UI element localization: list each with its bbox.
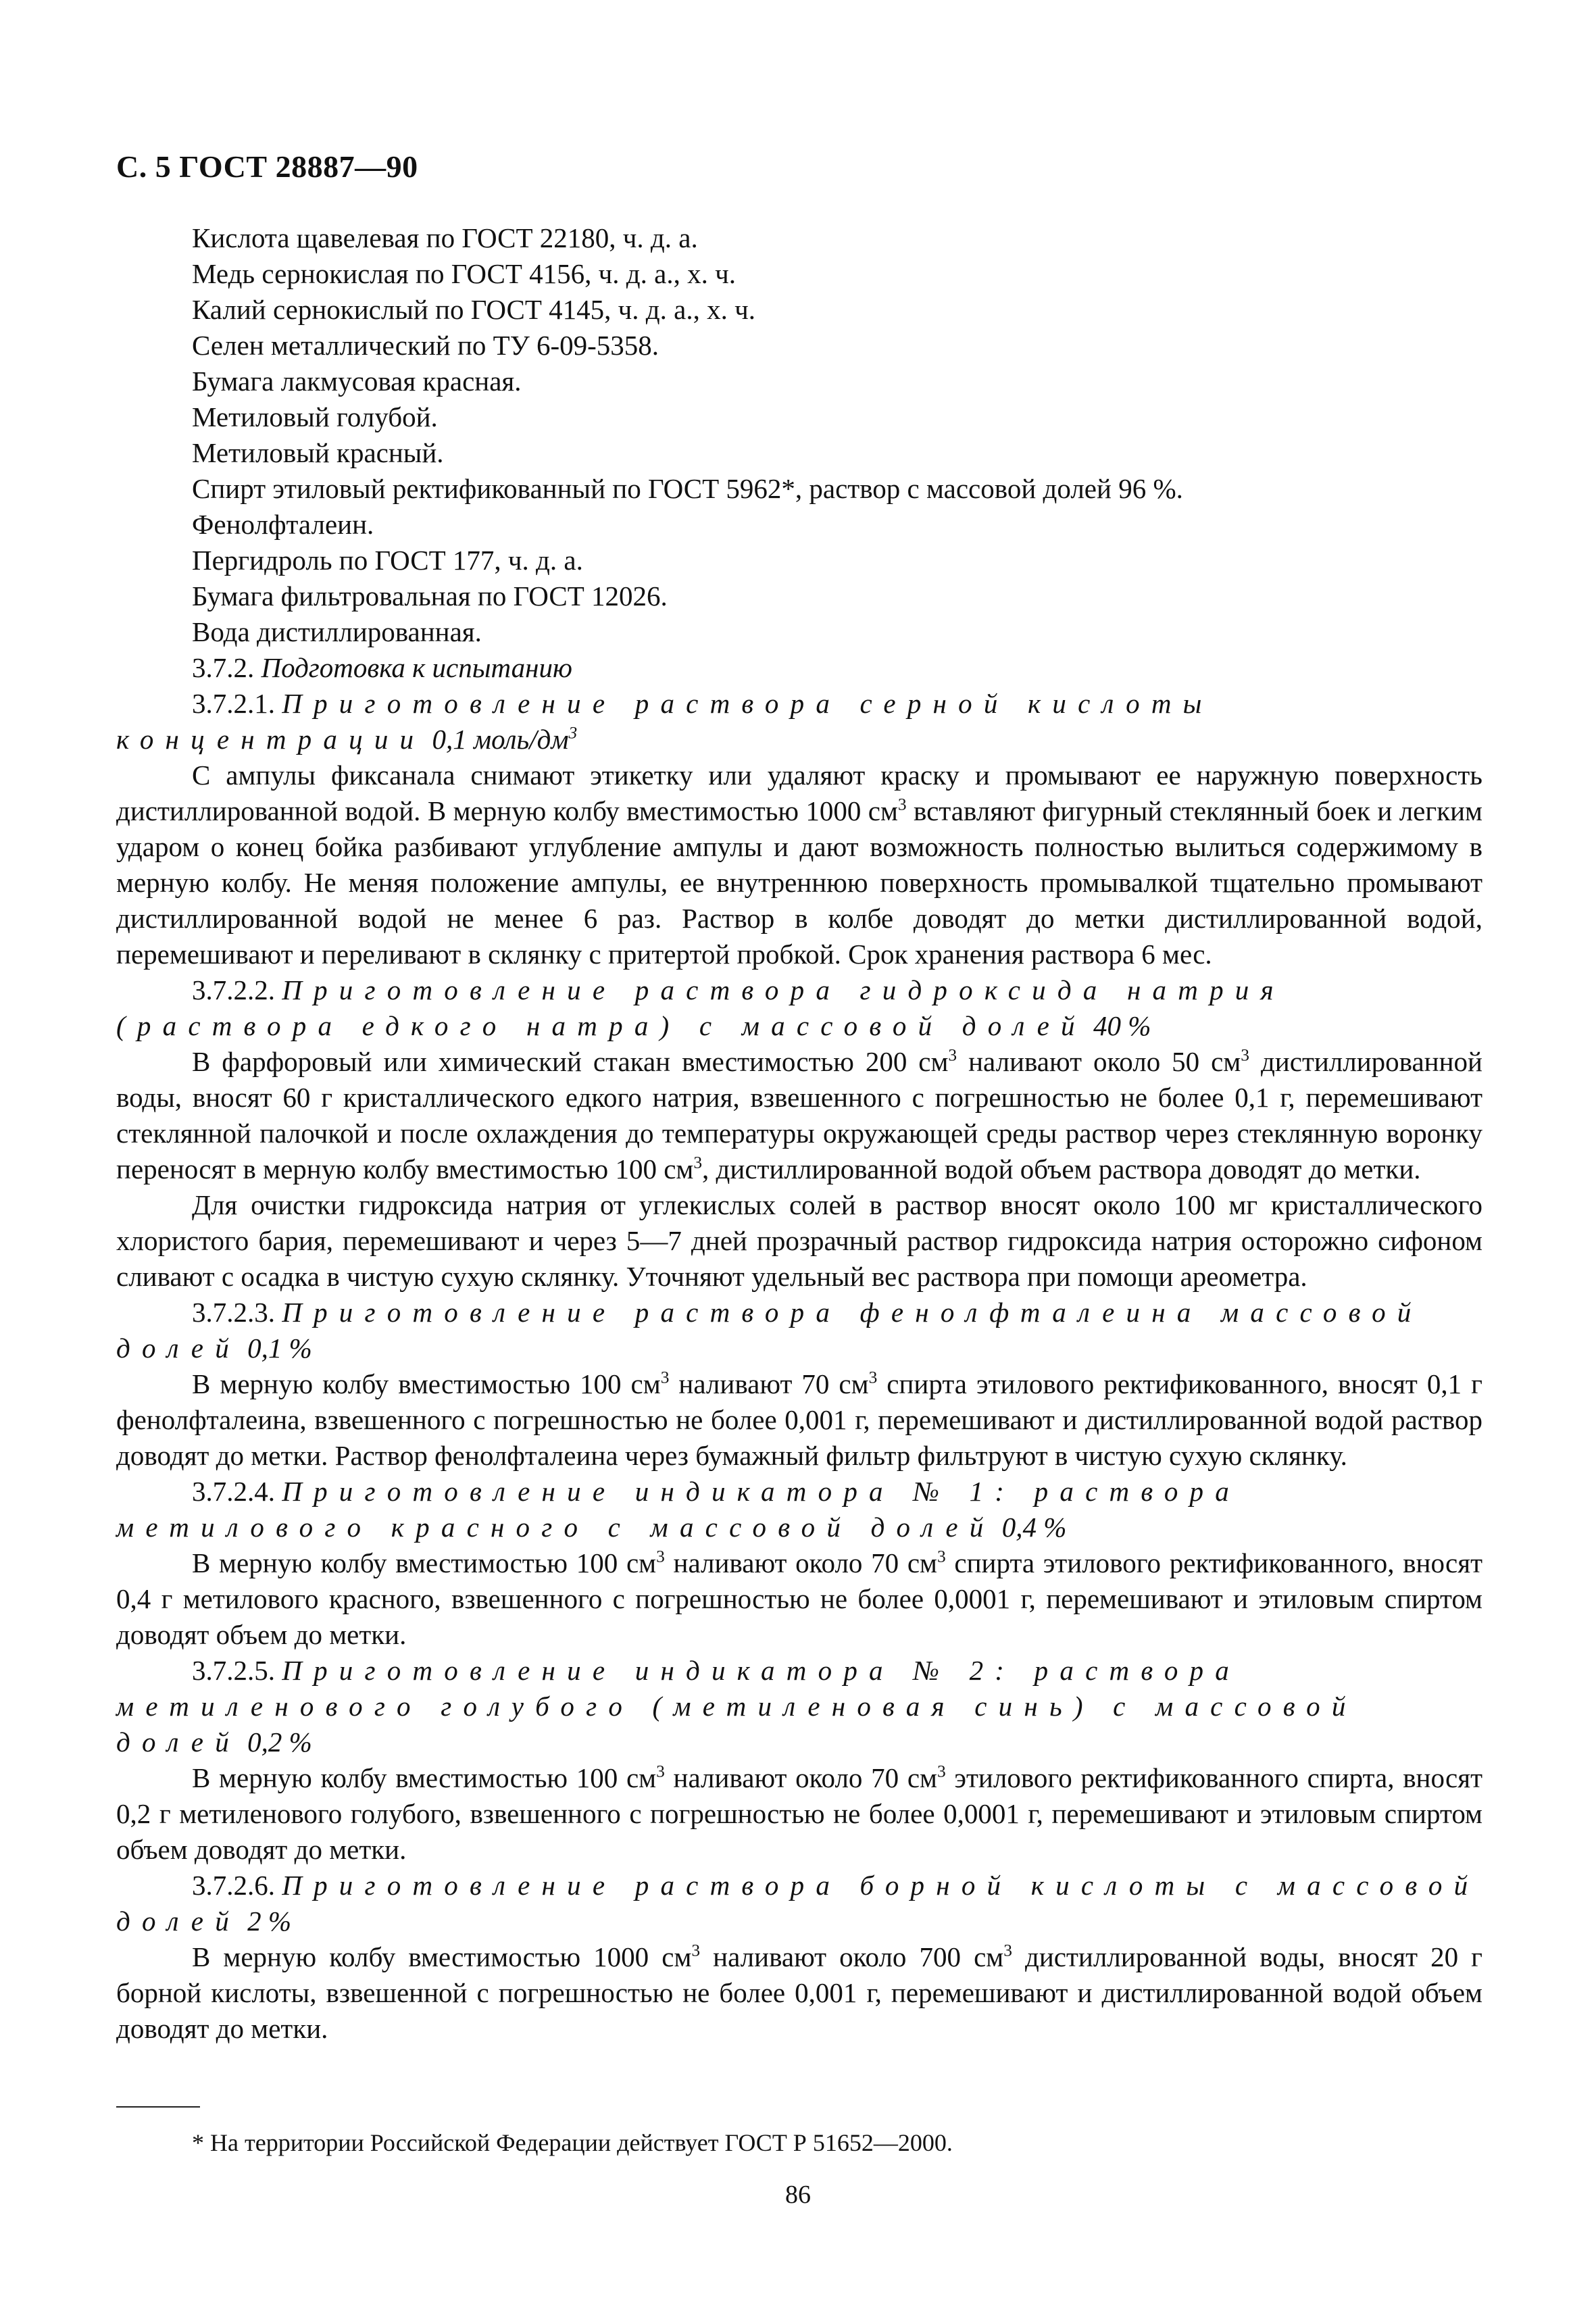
subsection-heading-2 [116,972,1482,1044]
subsection-title-end: 0,1 % [247,1333,312,1364]
paragraph [116,1760,1482,1868]
paragraph [116,1044,1482,1187]
text-run: наливают около 70 см [664,1762,937,1793]
superscript: 3 [948,1045,957,1065]
subsection-title: Приготовление раствора фенолфталеина массовой долей [116,1297,1423,1364]
subsection-heading-4 [116,1474,1482,1545]
text-run: дистиллированной воды, вносят 20 г борной кислоты, взвешенной с погрешностью не более 0,001 г, перемешивают и дистиллированной водой объем доводят до метки. [116,1941,1482,2044]
superscript: 3 [660,1368,670,1387]
page-header: С. 5 ГОСТ 28887—90 [116,149,418,184]
text-run: В мерную колбу вместимостью 100 см [192,1762,657,1793]
material-item: Пергидроль по ГОСТ 177, ч. д. а. [192,545,583,576]
text-run: вставляют фигурный стеклянный боек и легким ударом о конец бойка разбивают углубление ампулы и дают возможность полностью вылиться содержимому в мерную колбу. Не меняя положение ампулы, ее внутреннюю поверхность промывалкой тщательно промывают дистиллированной водой не менее 6 раз. Раствор в колбе доводят до метки дистиллированной водой, перемешивают и переливают в склянку с притертой пробкой. Срок хранения раствора 6 мес. [116,795,1482,970]
material-item: Фенолфталеин. [192,509,374,540]
subsection-number: 3.7.2.2. [192,974,275,1005]
material-item: Бумага фильтровальная по ГОСТ 12026. [192,580,668,612]
superscript: 3 [1003,1941,1012,1960]
superscript: 3 [937,1547,946,1566]
subsection-heading-6 [116,1868,1482,1939]
subsection-number: 3.7.2.6. [192,1870,275,1901]
superscript: 3 [568,723,578,743]
footnote: * На территории Российской Федерации действует ГОСТ Р 51652—2000. [192,2129,953,2156]
subsection-title: Приготовление индикатора № 2: раствора метиленового голубого (метиленовая синь) с массовой долей [116,1655,1357,1758]
subsection-number: 3.7.2.3. [192,1297,275,1328]
text-run: С ампулы фиксанала снимают этикетку или удаляют краску и промывают ее наружную поверхность дистиллированной водой. В мерную колбу вместимостью 1000 см [116,760,1482,826]
subsection-title-end: 2 % [247,1906,292,1937]
paragraph [116,757,1482,972]
superscript: 3 [897,795,907,814]
text-run: наливают 70 см [669,1368,869,1399]
superscript: 3 [937,1762,946,1781]
text-run: В мерную колбу вместимостью 100 см [192,1368,661,1399]
paragraph: Для очистки гидроксида натрия от углекислых солей в раствор вносят около 100 мг кристаллического хлористого бария, перемешивают и через 5—7 дней прозрачный раствор гидроксида натрия осторожно сифоном сливают с осадка в чистую сухую склянку. Уточняют удельный вес раствора при помощи ареометра. [116,1189,1482,1292]
paragraph [116,1545,1482,1653]
superscript: 3 [691,1941,701,1960]
subsection-title-end: 0,4 % [1001,1512,1067,1543]
material-item: Метиловый голубой. [192,401,438,432]
subsection-title: Приготовление индикатора № 1: раствора метилового красного с массовой долей [116,1476,1241,1543]
subsection-title-end: 0,1 моль/дм [432,724,569,755]
superscript: 3 [693,1153,703,1172]
subsection-title: Приготовление раствора борной кислоты с массовой долей [116,1870,1480,1937]
section-heading [116,650,1482,686]
subsection-number: 3.7.2.5. [192,1655,275,1686]
material-item: Селен металлический по ТУ 6-09-5358. [192,330,659,361]
text-run: наливают около 700 см [700,1941,1004,1972]
text-run: этилового ректификованного спирта, вносят 0,2 г метиленового голубого, взвешенного с погрешностью не более 0,0001 г, перемешивают и этиловым спиртом объем доводят до метки. [116,1762,1482,1865]
superscript: 3 [868,1368,878,1387]
text-run: , дистиллированной водой объем раствора доводят до метки. [702,1153,1421,1185]
superscript: 3 [1241,1045,1249,1065]
subsection-title-end: 0,2 % [247,1726,312,1758]
superscript: 3 [656,1762,665,1781]
text-run: В мерную колбу вместимостью 100 см [192,1547,657,1578]
page-number: 86 [785,2181,811,2209]
subsection-heading-1 [116,686,1482,757]
section-title: Подготовка к испытанию [261,652,572,683]
material-item: Калий сернокислый по ГОСТ 4145, ч. д. а., х. ч. [192,294,755,325]
subsection-title: Приготовление раствора серной кислоты концентрации [116,688,1214,755]
document-body [116,220,1482,2047]
text-run: спирта этилового ректификованного, вносят 0,4 г метилового красного, взвешенного с погрешностью не более 0,0001 г, перемешивают и этиловым спиртом доводят объем до метки. [116,1547,1482,1650]
text-run: В мерную колбу вместимостью 1000 см [192,1941,692,1972]
material-item: Вода дистиллированная. [192,616,482,647]
superscript: 3 [656,1547,665,1566]
subsection-heading-3 [116,1295,1482,1366]
material-item: Спирт этиловый ректификованный по ГОСТ 5962*, раствор с массовой долей 96 %. [192,473,1183,504]
section-number: 3.7.2. [192,652,255,683]
paragraph [116,1366,1482,1474]
paragraph [116,1939,1482,2047]
text-run: дистиллированной воды, вносят 60 г кристаллического едкого натрия, взвешенного с погрешностью не более 0,1 г, перемешивают стеклянной палочкой и после охлаждения до температуры окружающей среды раствор через стеклянную воронку переносят в мерную колбу вместимостью 100 см [116,1046,1483,1185]
footnote-divider [116,2106,200,2108]
material-item: Метиловый красный. [192,437,444,468]
text-run: наливают около 70 см [664,1547,937,1578]
material-item: Медь сернокислая по ГОСТ 4156, ч. д. а., х. ч. [192,258,736,289]
subsection-title: Приготовление раствора гидроксида натрия (раствора едкого натра) с массовой долей [116,974,1285,1041]
subsection-heading-5 [116,1653,1482,1760]
materials-list [116,220,1482,650]
text-run: спирта этилового ректификованного, вносят 0,1 г фенолфталеина, взвешенного с погрешностью не более 0,001 г, перемешивают и дистиллированной водой раствор доводят до метки. Раствор фенолфталеина через бумажный фильтр фильтруют в чистую сухую склянку. [116,1368,1482,1471]
subsection-number: 3.7.2.1. [192,688,275,719]
text-run: наливают около 50 см [957,1046,1241,1077]
material-item: Бумага лакмусовая красная. [192,366,522,397]
subsection-title-end: 40 % [1093,1010,1151,1041]
text-run: В фарфоровый или химический стакан вместимостью 200 см [192,1046,949,1077]
subsection-number: 3.7.2.4. [192,1476,275,1507]
material-item: Кислота щавелевая по ГОСТ 22180, ч. д. а. [192,222,698,253]
